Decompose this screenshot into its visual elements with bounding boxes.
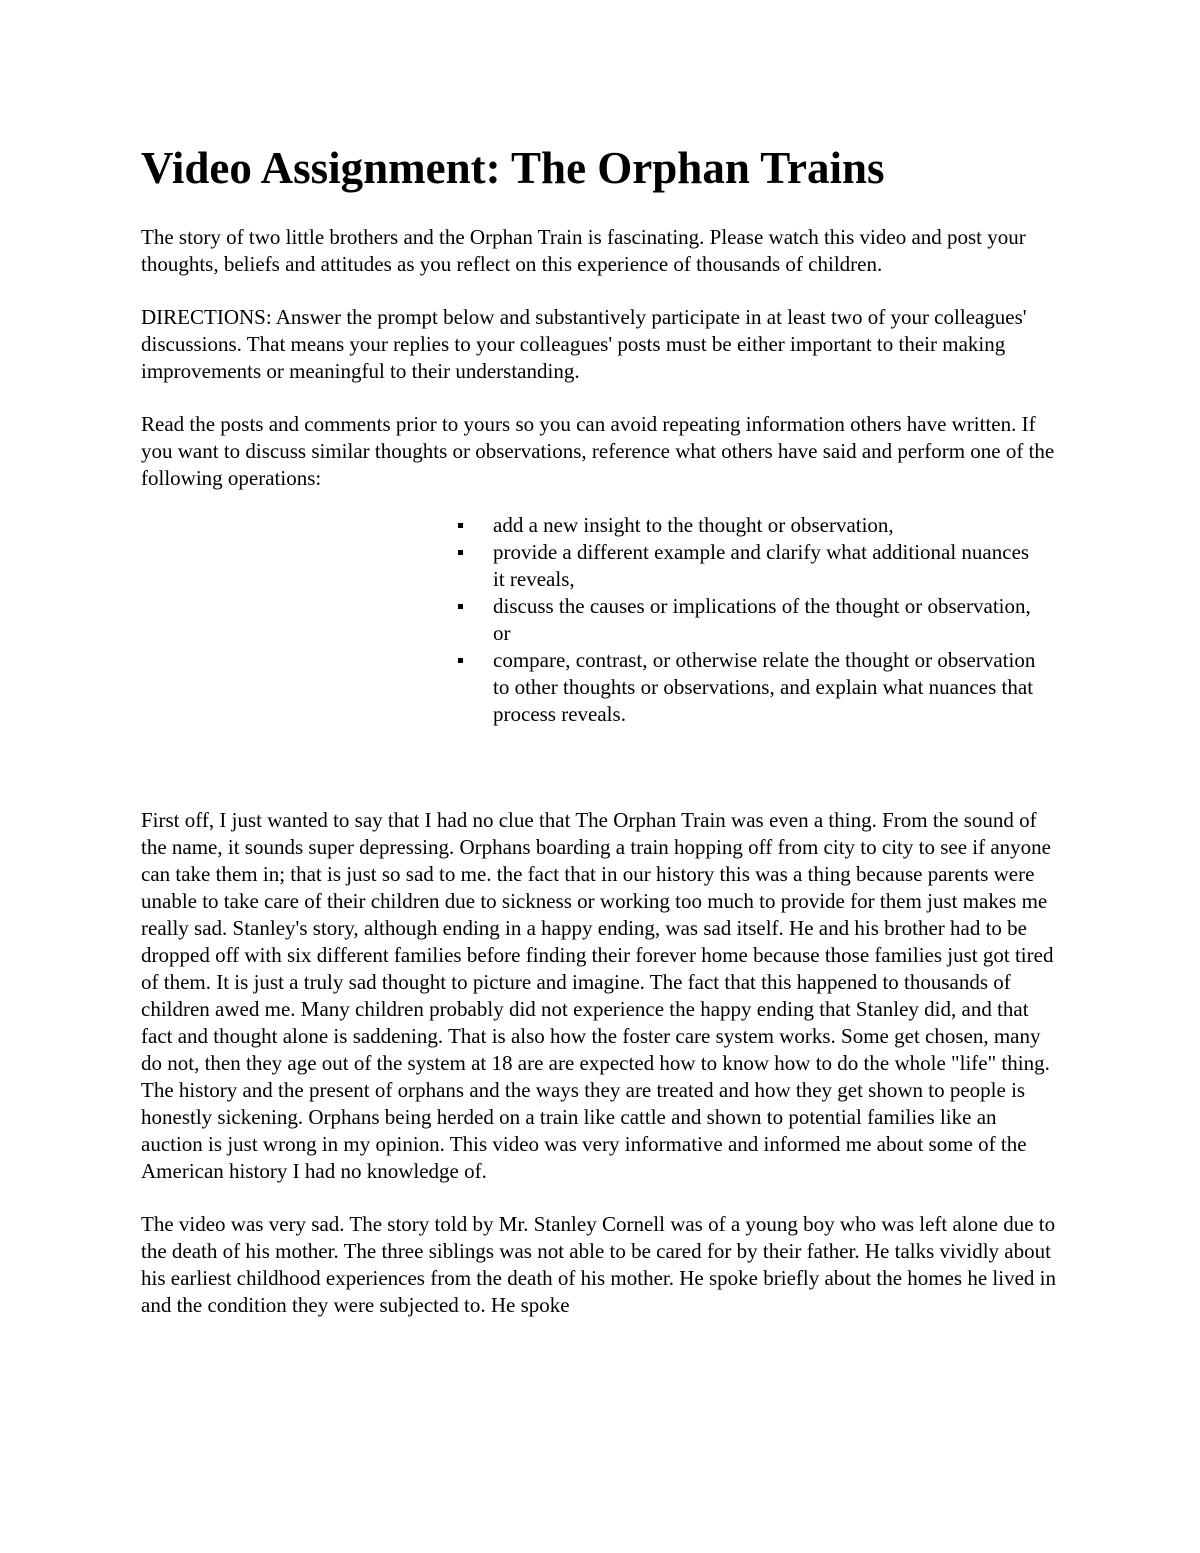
response-paragraph-1: First off, I just wanted to say that I had no clue that The Orphan Train was even a thing. From the sound of the name, it sounds super depressing. Orphans boarding a train hopping off from city to city to see if anyone can take them in; that is just so sad to me. the fact that in our history this was a thing because parents were unable to take care of their children due to sickness or working too much to provide for them just makes me really sad. Stanley's story, although ending in a happy ending, was sad itself. He and his brother had to be dropped off with six different families before finding their forever home because those families just got tired of them. It is just a truly sad thought to picture and imagine. The fact that this happened to thousands of children awed me. Many children probably did not experience the happy ending that Stanley did, and that fact and thought alone is saddening. That is also how the foster care system works. Some get chosen, many do not, then they age out of the system at 18 are are expected how to know how to do the whole "life" thing. The history and the present of orphans and the ways they are treated and how they get shown to people is honestly sickening. Orphans being herded on a train like cattle and shown to potential families like an auction is just wrong in my opinion. This video was very informative and informed me about some of the American history I had no knowledge of. bbox=[141, 808, 1054, 1183]
response-paragraph-2: The video was very sad. The story told by Mr. Stanley Cornell was of a young boy who was left alone due to the death of his mother. The three siblings was not able to be cared for by their father. He talks vividly about his earliest childhood experiences from the death of his mother. He spoke briefly about the homes he lived in and the condition they were subjected to. He spoke bbox=[141, 1212, 1056, 1317]
bullet-square-icon bbox=[458, 658, 463, 663]
intro-paragraph: The story of two little brothers and the Orphan Train is fascinating. Please watch this video and post your thoughts, beliefs and attitudes as you reflect on this experience of thousands of children. bbox=[141, 225, 1026, 276]
operation-text: discuss the causes or implications of the thought or observation, or bbox=[493, 594, 1031, 645]
operation-text: provide a different example and clarify what additional nuances it reveals, bbox=[493, 540, 1030, 591]
bullet-square-icon bbox=[458, 523, 463, 528]
document-title: Video Assignment: The Orphan Trains bbox=[141, 143, 885, 193]
bullet-square-icon bbox=[458, 550, 463, 555]
list-item bbox=[453, 539, 1038, 593]
bullet-square-icon bbox=[458, 604, 463, 609]
operation-text: add a new insight to the thought or observation, bbox=[493, 513, 894, 537]
list-item bbox=[453, 647, 1038, 728]
document-page bbox=[141, 138, 1061, 1345]
section-spacer bbox=[141, 728, 1061, 807]
operations-list bbox=[453, 512, 1038, 728]
directions-paragraph: DIRECTIONS: Answer the prompt below and substantively participate in at least two of your colleagues' discussions. That means your replies to your colleagues' posts must be either important to their making improvements or meaningful to their understanding. bbox=[141, 305, 1027, 383]
list-item bbox=[453, 512, 1038, 539]
read-posts-paragraph: Read the posts and comments prior to yours so you can avoid repeating information others have written. If you want to discuss similar thoughts or observations, reference what others have said and perform one of the following operations: bbox=[141, 412, 1055, 490]
list-item bbox=[453, 593, 1038, 647]
operation-text: compare, contrast, or otherwise relate the thought or observation to other thoughts or observations, and explain what nuances that process reveals. bbox=[493, 648, 1036, 726]
